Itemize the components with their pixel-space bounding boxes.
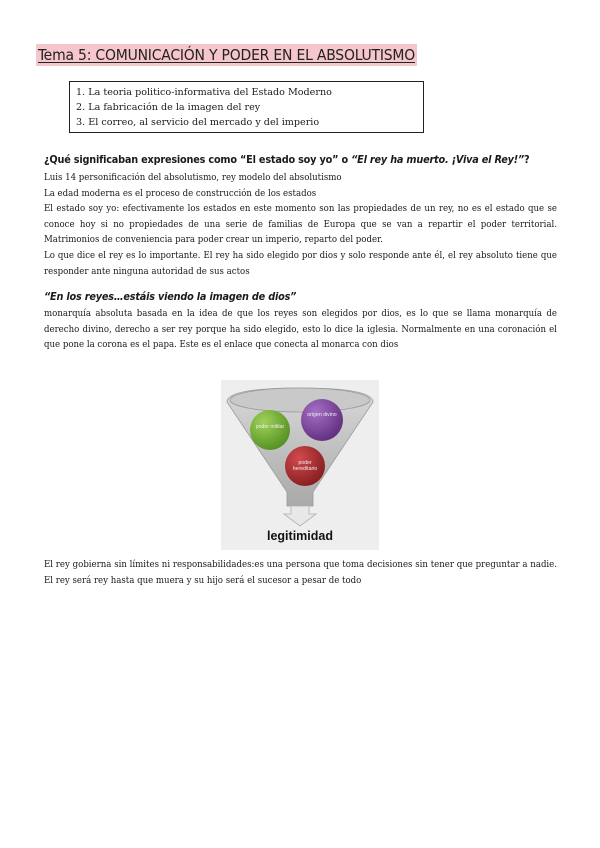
legitimacy-funnel-diagram [221,380,379,550]
circle-label: origen divino [307,412,337,418]
circle-label: poder hereditario [292,460,318,472]
index-item: 2. La fabricación de la imagen del rey [76,102,261,114]
diagram-result-label: legitimidad [267,529,333,543]
circle-origen-divino [301,399,343,441]
section1-line: Luis 14 personificación del absolutismo, rey modelo del absolutismo [44,172,342,183]
section1-body [44,170,557,279]
section2-text: monarquía absoluta basada en la idea de que los reyes son elegidos por dios, es lo que se llama monarquía de derecho divino, derecho a ser rey porque ha sido elegido, esto lo dice la iglesia. Normalmente en una coronación el que pone la corona es el papa. Este es el enlace que conecta al monarca con dios [44,308,557,351]
section1-heading-end: ? [524,153,530,166]
page-title: Tema 5: COMUNICACIÓN Y PODER EN EL ABSOLUTISMO [38,46,416,64]
down-arrow-icon [284,506,316,526]
circle-poder-militar [250,410,290,450]
section1-line: La edad moderna es el proceso de construcción de los estados [44,187,317,199]
section1-heading [44,153,529,166]
section1-heading-quote: “El rey ha muerto. ¡Viva el Rey!” [351,153,525,166]
section2-body [44,306,557,353]
circle-label: poder militar [255,424,285,430]
closing-text: El rey gobierna sin límites ni responsabilidades:es una persona que toma decisiones sin tener que preguntar a nadie. El rey será rey hasta que muera y su hijo será el sucesor a pesar de todo [44,559,557,586]
index-item: 3. El correo, al servicio del mercado y del imperio [76,117,320,129]
section1-heading-text: ¿Qué significaban expresiones como “El estado soy yo” o [44,153,352,166]
closing-paragraph [44,557,557,588]
section2-heading: “En los reyes…estáis viendo la imagen de dios” [44,290,297,303]
topic-index-box [69,81,424,133]
section1-line: El estado soy yo: efectivamente los estados en este momento son las propiedades de un rey, no es el estado que se conoce hoy si no propiedades de una serie de familias de Europa que se van a repartir el poder territorial. Matrimonios de conveniencia para poder crear un imperio, reparto del poder. [44,203,557,246]
funnel-rim [230,388,370,412]
section1-line: Lo que dice el rey es lo importante. El rey ha sido elegido por dios y solo responde ante él, el rey absoluto tiene que responder ante ninguna autoridad de sus actos [44,249,557,277]
index-item: 1. La teoria politico-informativa del Estado Moderno [76,87,332,98]
